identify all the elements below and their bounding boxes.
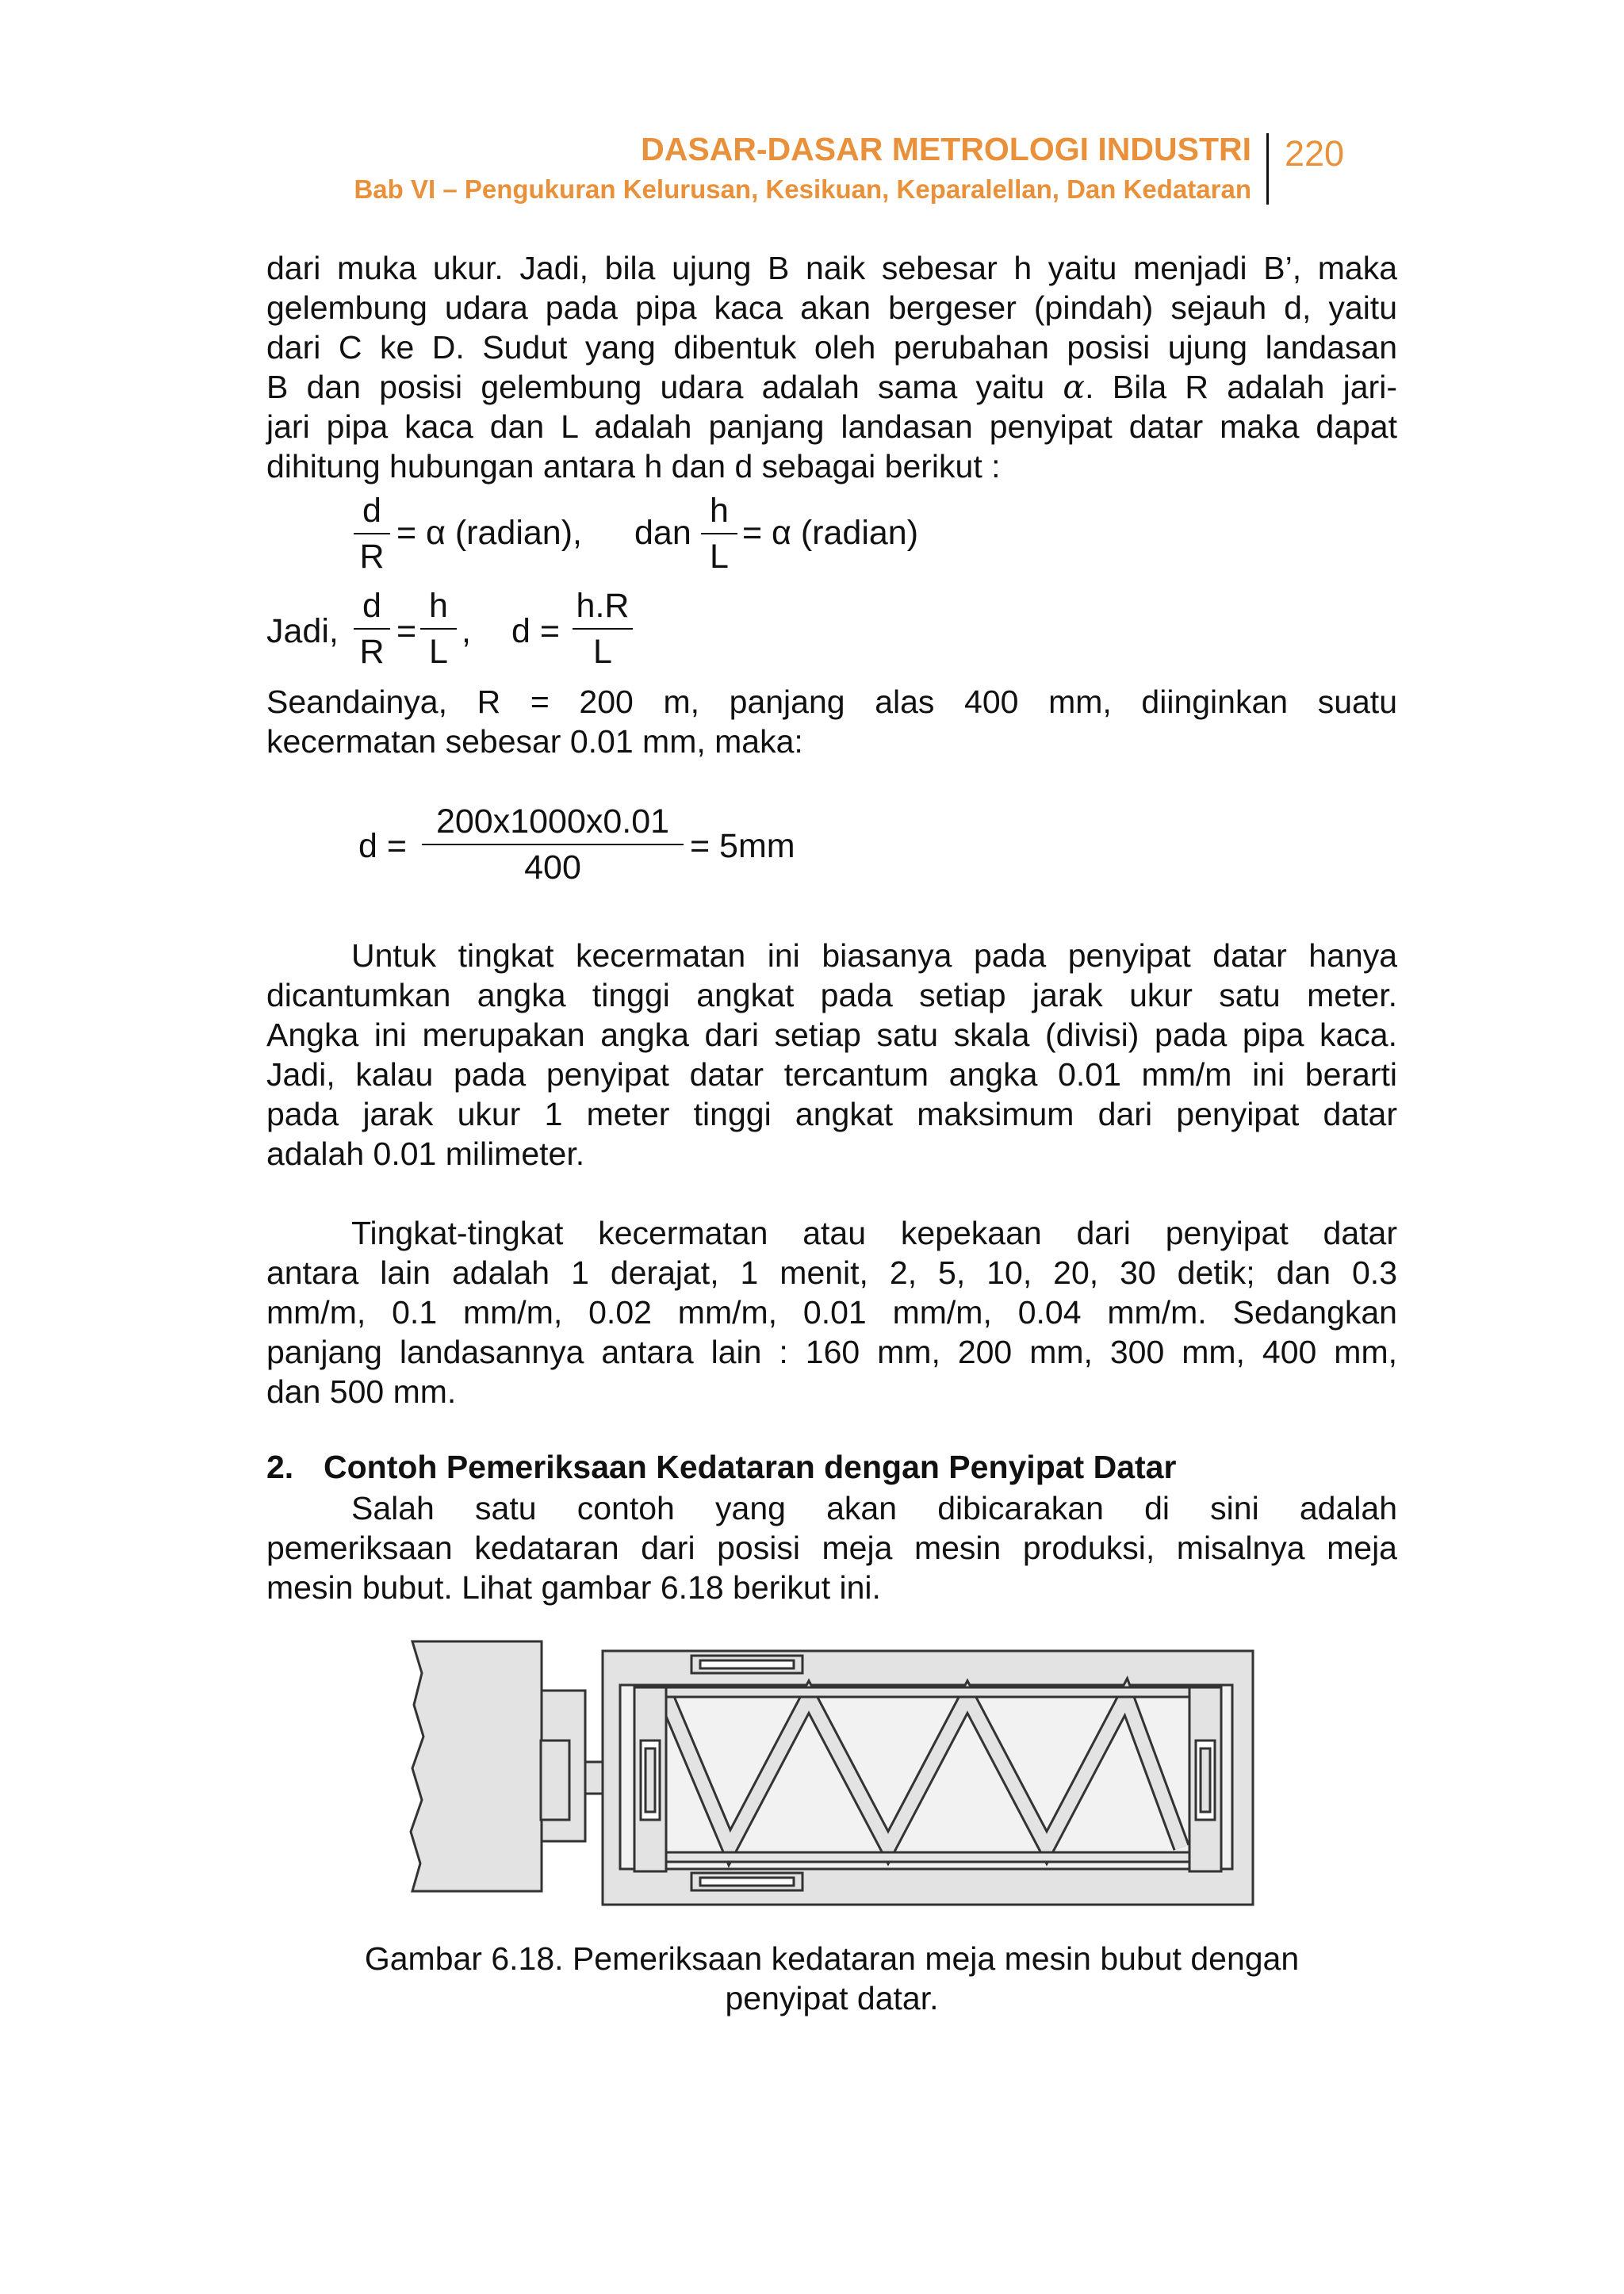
equation-3-result: = 5mm: [690, 827, 795, 865]
text-line: mesin bubut. Lihat gambar 6.18 berikut ini.: [266, 1569, 881, 1606]
text-line: dari C ke D. Sudut yang dibentuk oleh perubahan posisi ujung landasan: [266, 329, 1397, 366]
running-header-title: DASAR-DASAR METROLOGI INDUSTRI: [641, 131, 1251, 167]
section-heading: [266, 1449, 1176, 1486]
fraction-h-over-l: [701, 492, 737, 576]
paragraph-4: [266, 1213, 1397, 1411]
fraction-hr-over-l: [573, 587, 633, 671]
header-divider: [1266, 133, 1269, 205]
figure-caption: [266, 1939, 1397, 2018]
text-line: [266, 936, 1397, 975]
numerator: h: [710, 492, 729, 530]
truss-top-bar: [666, 1687, 1189, 1697]
d-equals: d =: [511, 612, 560, 650]
text-line: pada jarak ukur 1 meter tinggi angkat maksimum dari penyipat datar: [266, 1096, 1397, 1132]
equation-1-rhs-2: = α (radian): [742, 514, 919, 552]
denominator: L: [429, 633, 448, 671]
text-line: Jadi, kalau pada penyipat datar tercantum angka 0.01 mm/m ini berarti: [266, 1056, 1397, 1093]
text-line: [266, 367, 1397, 407]
text-line: antara lain adalah 1 derajat, 1 menit, 2, 5, 10, 20, 30 detik; dan 0.3: [266, 1254, 1397, 1291]
headstock-body: [411, 1641, 542, 1891]
page-number: 220: [1285, 133, 1345, 174]
text-line: kecermatan sebesar 0.01 mm, maka:: [266, 723, 803, 760]
equation-1-rhs: = α (radian),: [396, 514, 582, 552]
text-line: pemeriksaan kedataran dari posisi meja mesin produksi, misalnya meja: [266, 1530, 1397, 1566]
text-line: [266, 1488, 1397, 1528]
text-line: dari muka ukur. Jadi, bila ujung B naik sebesar h yaitu menjadi B’, maka: [266, 250, 1397, 286]
denominator: L: [710, 538, 729, 576]
paragraph-5: [266, 1488, 1397, 1607]
fraction-bar: [354, 628, 390, 630]
fraction-h-over-l: [420, 587, 457, 671]
equals-sign: =: [396, 612, 417, 650]
numerator: d: [362, 492, 381, 530]
caption-line-2: penyipat datar.: [725, 1980, 939, 2016]
alpha-symbol: α: [1063, 368, 1086, 406]
numerator: h.R: [576, 587, 630, 625]
text-line: dicantumkan angka tinggi angkat pada setiap jarak ukur satu meter.: [266, 977, 1397, 1013]
text-line: adalah 0.01 milimeter.: [266, 1136, 585, 1172]
text-line: [266, 1213, 1397, 1253]
section-title: Contoh Pemeriksaan Kedataran dengan Penyipat Datar: [324, 1449, 1177, 1485]
text-line: panjang landasannya antara lain : 160 mm, 200 mm, 300 mm, 400 mm,: [266, 1334, 1397, 1370]
text-line: Seandainya, R = 200 m, panjang alas 400 mm, diinginkan suatu: [266, 684, 1397, 720]
level-vial-right-inner: [1201, 1748, 1210, 1812]
fraction-bar: [420, 628, 457, 630]
text-line: jari pipa kaca dan L adalah panjang landasan penyipat datar maka dapat: [266, 408, 1397, 445]
fraction-d-over-r: [354, 492, 390, 576]
denominator: R: [359, 538, 385, 576]
denominator: R: [359, 633, 385, 671]
spindle-flange: [541, 1741, 569, 1820]
text-fragment: . Bila R adalah jari-: [1085, 369, 1397, 405]
paragraph-1: [266, 248, 1397, 486]
comma: ,: [462, 612, 471, 650]
fraction-bar: [701, 533, 737, 534]
text-fragment: B dan posisi gelembung udara adalah sama yaitu: [266, 369, 1045, 405]
paragraph-2: [266, 682, 1397, 761]
fraction-bar: [422, 844, 684, 845]
equation-1-dan: dan: [634, 514, 691, 552]
numerator: 200x1000x0.01: [435, 802, 670, 841]
text-line: mm/m, 0.1 mm/m, 0.02 mm/m, 0.01 mm/m, 0.04 mm/m. Sedangkan: [266, 1294, 1397, 1331]
denominator: 400: [524, 848, 581, 887]
equation-3-lhs: d =: [358, 827, 407, 865]
text-fragment: Tingkat-tingkat kecermatan atau kepekaan dari penyipat datar: [351, 1215, 1397, 1251]
fraction-calculation: [422, 802, 684, 887]
caption-line-1: Gambar 6.18. Pemeriksaan kedataran meja mesin bubut dengan: [364, 1940, 1300, 1977]
numerator: h: [429, 587, 448, 625]
text-fragment: Salah satu contoh yang akan dibicarakan di sini adalah: [351, 1490, 1397, 1526]
equation-2-jadi: Jadi,: [266, 612, 339, 650]
denominator: L: [593, 633, 612, 671]
level-vial-left-inner: [645, 1748, 655, 1812]
text-line: gelembung udara pada pipa kaca akan bergeser (pindah) sejauh d, yaitu: [266, 289, 1397, 326]
truss-bottom-bar: [666, 1852, 1189, 1862]
lathe-table-figure: [396, 1618, 1269, 1927]
section-number: 2.: [266, 1449, 294, 1485]
text-line: Angka ini merupakan angka dari setiap satu skala (divisi) pada pipa kaca.: [266, 1017, 1397, 1053]
running-header-subtitle: Bab VI – Pengukuran Kelurusan, Kesikuan, Keparalellan, Dan Kedataran: [354, 174, 1251, 204]
text-line: dan 500 mm.: [266, 1373, 457, 1410]
fraction-bar: [573, 628, 633, 630]
fraction-bar: [354, 533, 390, 534]
top-slot-inner: [700, 1660, 794, 1668]
fraction-d-over-r: [354, 587, 390, 671]
text-line: dihitung hubungan antara h dan d sebagai berikut :: [266, 448, 1001, 484]
numerator: d: [362, 587, 381, 625]
paragraph-3: [266, 936, 1397, 1174]
bottom-slot-inner: [700, 1878, 794, 1886]
text-fragment: Untuk tingkat kecermatan ini biasanya pada penyipat datar hanya: [351, 937, 1397, 974]
